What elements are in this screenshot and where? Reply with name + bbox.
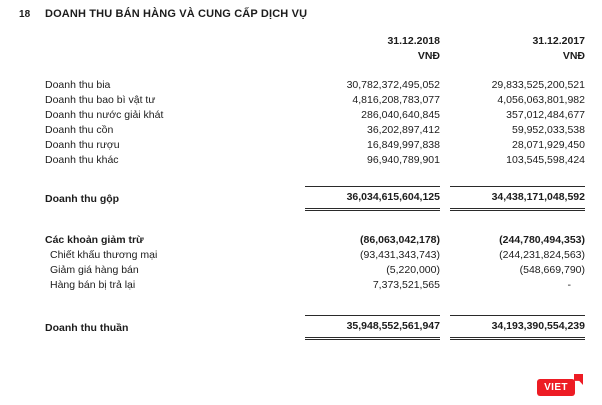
header-currency-2018: VNĐ — [417, 50, 440, 62]
spacer-row — [0, 168, 602, 187]
table-row — [0, 248, 602, 263]
row-value-2018: 16,849,997,838 — [367, 139, 440, 151]
note-number: 18 — [19, 9, 31, 20]
row-value-2017: 29,833,525,200,521 — [491, 79, 585, 91]
table-row — [0, 78, 602, 93]
note-title: DOANH THU BÁN HÀNG VÀ CUNG CẤP DỊCH VỤ — [45, 8, 308, 20]
spacer-row — [0, 293, 602, 316]
row-value-2017: 4,056,063,801,982 — [497, 94, 585, 106]
row-label: Giảm giá hàng bán — [50, 264, 139, 276]
row-value-2018: 96,940,789,901 — [367, 154, 440, 166]
row-value-2018: 4,816,208,783,077 — [352, 94, 440, 106]
net-revenue-2017: 34,193,390,554,239 — [450, 316, 585, 339]
table-row — [0, 108, 602, 123]
row-label: Doanh thu nước giải khát — [45, 109, 164, 121]
row-value-2018: 36,202,897,412 — [367, 124, 440, 136]
row-value-2017: (244,231,824,563) — [499, 249, 585, 261]
revenue-table — [0, 34, 602, 340]
row-label: Hàng bán bị trả lại — [50, 279, 136, 291]
row-value-2017: (548,669,790) — [519, 264, 585, 276]
net-revenue-2018: 35,948,552,561,947 — [305, 316, 440, 339]
table-row — [0, 153, 602, 168]
spacer-row — [0, 69, 602, 78]
deductions-2018: (86,063,042,178) — [360, 234, 440, 246]
deductions-header-row — [0, 233, 602, 248]
viet-logo — [537, 374, 583, 398]
gross-revenue-2018: 36,034,615,604,125 — [305, 187, 440, 210]
table-header-date-row — [0, 34, 602, 49]
header-label-blank — [0, 34, 300, 49]
table-row — [0, 138, 602, 153]
header-date-2018: 31.12.2018 — [387, 35, 440, 47]
row-label: Doanh thu rượu — [45, 139, 120, 151]
row-value-2017: 357,012,484,677 — [506, 109, 585, 121]
note-heading — [0, 8, 602, 20]
row-value-2017: 103,545,598,424 — [506, 154, 585, 166]
row-label: Doanh thu cồn — [45, 124, 114, 136]
row-label: Chiết khấu thương mại — [50, 249, 158, 261]
row-value-2017: 28,071,929,450 — [512, 139, 585, 151]
logo-flag-icon — [574, 374, 583, 385]
gross-revenue-2017: 34,438,171,048,592 — [450, 187, 585, 210]
deductions-label: Các khoản giảm trừ — [45, 234, 144, 246]
net-revenue-label: Doanh thu thuần — [45, 321, 129, 334]
spacer-row — [0, 210, 602, 234]
row-label: Doanh thu khác — [45, 154, 119, 166]
row-value-2018: 286,040,640,845 — [361, 109, 440, 121]
table-row — [0, 93, 602, 108]
table-header-currency-row — [0, 49, 602, 69]
table-row — [0, 278, 602, 293]
row-value-2018: 30,782,372,495,052 — [346, 79, 440, 91]
logo-badge — [537, 379, 575, 396]
header-currency-2017: VNĐ — [562, 50, 585, 62]
net-revenue-row — [0, 316, 602, 339]
gross-revenue-row — [0, 187, 602, 210]
row-label: Doanh thu bia — [45, 79, 111, 91]
row-value-2018: 7,373,521,565 — [372, 279, 440, 291]
header-date-2017: 31.12.2017 — [532, 35, 585, 47]
row-value-2018: (93,431,343,743) — [360, 249, 440, 261]
row-value-2017: - — [567, 279, 571, 291]
gross-revenue-label: Doanh thu gộp — [45, 192, 120, 205]
row-value-2017: 59,952,033,538 — [512, 124, 585, 136]
table-row — [0, 263, 602, 278]
deductions-2017: (244,780,494,353) — [499, 234, 585, 246]
logo-text: VIET — [544, 382, 568, 393]
table-row — [0, 123, 602, 138]
row-label: Doanh thu bao bì vật tư — [45, 94, 156, 106]
row-value-2018: (5,220,000) — [386, 264, 440, 276]
